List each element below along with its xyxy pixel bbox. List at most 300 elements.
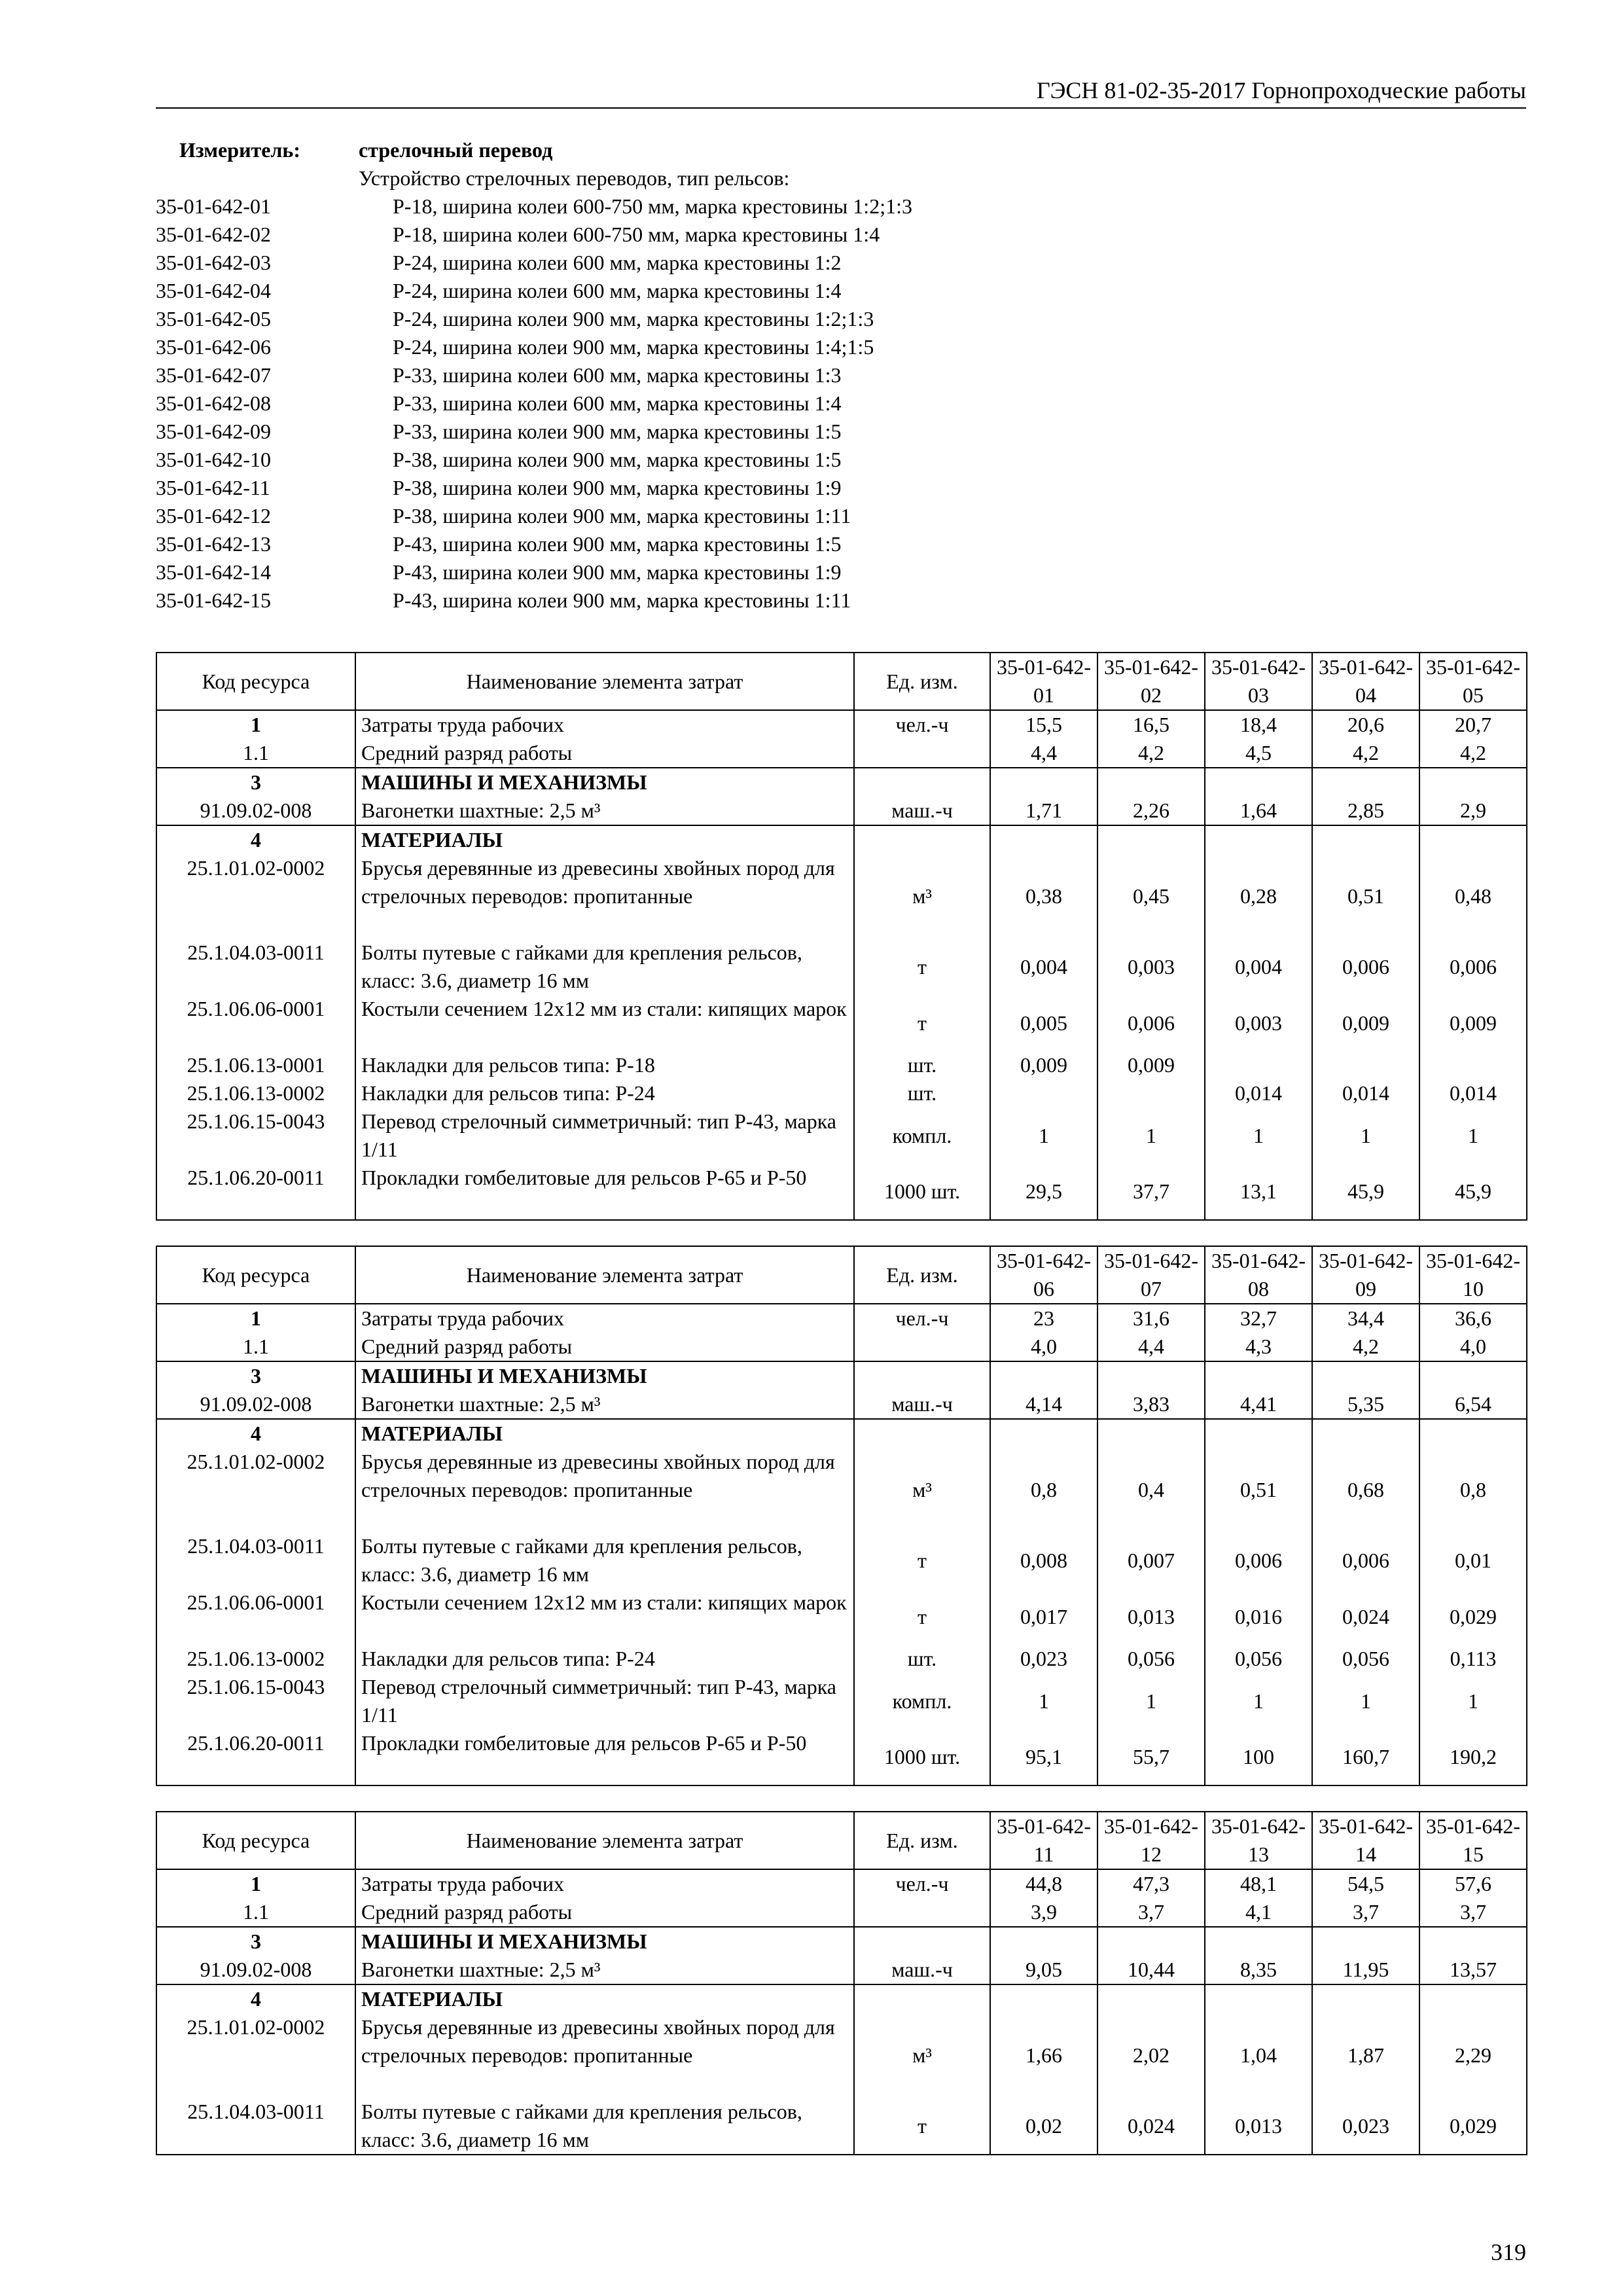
norm-value: 2,9 [1419,797,1527,825]
norm-value: 4,5 [1205,739,1312,768]
unit-of-measure: т [854,1532,990,1588]
norm-value: 1,87 [1312,2013,1419,2098]
table-row [156,2013,1527,2098]
measure-item-text: Р-43, ширина колеи 900 мм, марка крестовины 1:9 [393,560,842,584]
measure-item-text: Р-24, ширина колеи 900 мм, марка крестовины 1:4;1:5 [393,335,874,359]
table-row [156,1051,1527,1079]
unit-of-measure [854,1361,990,1390]
norm-value [1419,825,1527,854]
norm-value [1097,1984,1205,2013]
measure-item-text: Р-38, ширина колеи 900 мм, марка крестовины 1:11 [393,504,851,528]
norm-value [1419,1927,1527,1956]
table-header-row [156,653,1527,710]
norm-value [1097,1079,1205,1107]
unit-of-measure: чел.-ч [854,1304,990,1333]
cost-element-name: Накладки для рельсов типа: Р-24 [355,1079,854,1107]
header-cost-element: Наименование элемента затрат [355,653,854,710]
table-row [156,825,1527,854]
norm-value: 9,05 [990,1956,1097,1984]
cost-table [156,652,1527,1221]
header-cost-element: Наименование элемента затрат [355,1246,854,1304]
norm-value: 2,29 [1419,2013,1527,2098]
norm-value [990,1927,1097,1956]
norm-value: 0,006 [1097,995,1205,1051]
measure-item-code: 35-01-642-09 [156,420,271,443]
norm-value: 20,6 [1312,710,1419,739]
norm-value: 0,017 [990,1588,1097,1645]
norm-value: 1,66 [990,2013,1097,2098]
table-row [156,1927,1527,1956]
cost-element-name: Затраты труда рабочих [355,1869,854,1898]
resource-code: 25.1.06.20-0011 [156,1164,355,1220]
norm-value [990,1361,1097,1390]
cost-element-name: Вагонетки шахтные: 2,5 м³ [355,1956,854,1984]
norm-value: 1,71 [990,797,1097,825]
table-row [156,1361,1527,1390]
cost-element-name: Болты путевые с гайками для крепления рельсов, класс: 3.6, диаметр 16 мм [355,1532,854,1588]
norm-value: 0,28 [1205,854,1312,939]
cost-element-name: Перевод стрелочный симметричный: тип Р-43, марка 1/11 [355,1673,854,1729]
table-row [156,797,1527,825]
measure-item-code: 35-01-642-15 [156,588,271,612]
norm-value [1419,1361,1527,1390]
measure-item-code: 35-01-642-03 [156,251,271,274]
cost-element-name: Вагонетки шахтные: 2,5 м³ [355,797,854,825]
unit-of-measure [854,1419,990,1448]
norm-value [1205,1051,1312,1079]
norm-value: 190,2 [1419,1729,1527,1785]
measure-item-text: Р-24, ширина колеи 900 мм, марка крестовины 1:2;1:3 [393,307,874,331]
norm-value: 54,5 [1312,1869,1419,1898]
norm-value: 0,008 [990,1532,1097,1588]
norm-value: 45,9 [1312,1164,1419,1220]
norm-value: 0,01 [1419,1532,1527,1588]
norm-value: 0,029 [1419,1588,1527,1645]
norm-value: 34,4 [1312,1304,1419,1333]
norm-value: 0,056 [1312,1645,1419,1673]
norm-value: 1 [1097,1107,1205,1164]
measure-item [156,277,1203,305]
cost-element-name: МАТЕРИАЛЫ [355,1984,854,2013]
measure-items [156,192,1203,615]
header-resource-code: Код ресурса [156,1246,355,1304]
norm-value [990,1079,1097,1107]
resource-code: 4 [156,1419,355,1448]
table-row [156,939,1527,995]
norm-value: 0,004 [990,939,1097,995]
resource-code: 3 [156,1361,355,1390]
cost-element-name: Брусья деревянные из древесины хвойных пород для стрелочных переводов: пропитанные [355,2013,854,2098]
norm-value: 55,7 [1097,1729,1205,1785]
header-norm-code: 35-01-642-15 [1419,1812,1527,1869]
norm-value: 0,014 [1419,1079,1527,1107]
norm-value: 47,3 [1097,1869,1205,1898]
measure-label: Измеритель: [179,138,300,162]
cost-element-name: Брусья деревянные из древесины хвойных пород для стрелочных переводов: пропитанные [355,1448,854,1532]
table-row [156,1448,1527,1532]
norm-value: 1 [990,1107,1097,1164]
norm-value: 0,013 [1097,1588,1205,1645]
norm-value [990,768,1097,797]
norm-value: 8,35 [1205,1956,1312,1984]
norm-value: 0,007 [1097,1532,1205,1588]
norm-value: 1 [1419,1107,1527,1164]
cost-table [156,1811,1527,2155]
norm-value: 100 [1205,1729,1312,1785]
measure-item-text: Р-24, ширина колеи 600 мм, марка крестовины 1:4 [393,279,842,302]
resource-code: 25.1.06.15-0043 [156,1673,355,1729]
norm-value: 95,1 [990,1729,1097,1785]
unit-of-measure: 1000 шт. [854,1729,990,1785]
norm-value [1312,1984,1419,2013]
resource-code: 25.1.01.02-0002 [156,1448,355,1532]
unit-of-measure: шт. [854,1051,990,1079]
unit-of-measure: маш.-ч [854,1956,990,1984]
resource-code: 1.1 [156,1898,355,1927]
unit-of-measure: 1000 шт. [854,1164,990,1220]
norm-value: 160,7 [1312,1729,1419,1785]
unit-of-measure: шт. [854,1079,990,1107]
norm-value: 3,9 [990,1898,1097,1927]
table-row [156,1729,1527,1785]
table-row [156,2098,1527,2155]
norm-value [1419,1984,1527,2013]
norm-value: 0,004 [1205,939,1312,995]
norm-value: 4,1 [1205,1898,1312,1927]
unit-of-measure: чел.-ч [854,1869,990,1898]
unit-of-measure: т [854,939,990,995]
resource-code: 3 [156,768,355,797]
norm-value: 2,02 [1097,2013,1205,2098]
resource-code: 25.1.06.15-0043 [156,1107,355,1164]
table-row [156,768,1527,797]
table-row [156,1588,1527,1645]
norm-value: 36,6 [1419,1304,1527,1333]
norm-value: 29,5 [990,1164,1097,1220]
measure-item [156,361,1203,389]
resource-code: 1 [156,1304,355,1333]
unit-of-measure: маш.-ч [854,1390,990,1419]
resource-code: 91.09.02-008 [156,1390,355,1419]
measure-item [156,221,1203,249]
norm-value: 1 [1205,1107,1312,1164]
measure-item-code: 35-01-642-10 [156,448,271,471]
norm-value: 0,013 [1205,2098,1312,2155]
measure-item [156,446,1203,474]
norm-value: 6,54 [1419,1390,1527,1419]
norm-value: 3,7 [1419,1898,1527,1927]
cost-element-name: МАТЕРИАЛЫ [355,1419,854,1448]
norm-value: 31,6 [1097,1304,1205,1333]
resource-table-1 [156,652,1526,1221]
cost-element-name: Затраты труда рабочих [355,1304,854,1333]
resource-table-2 [156,1246,1526,1786]
measure-item [156,530,1203,558]
measure-item-code: 35-01-642-04 [156,279,271,302]
header-norm-code: 35-01-642-12 [1097,1812,1205,1869]
norm-value: 0,02 [990,2098,1097,2155]
norm-value: 0,48 [1419,854,1527,939]
norm-value: 0,4 [1097,1448,1205,1532]
unit-of-measure: м³ [854,854,990,939]
unit-of-measure: т [854,995,990,1051]
norm-value: 0,51 [1312,854,1419,939]
measure-item-text: Р-33, ширина колеи 600 мм, марка крестовины 1:3 [393,363,842,387]
norm-value: 1 [1205,1673,1312,1729]
unit-of-measure [854,1333,990,1361]
measure-item [156,418,1203,446]
header-norm-code: 35-01-642-11 [990,1812,1097,1869]
norm-value: 0,51 [1205,1448,1312,1532]
norm-value: 0,45 [1097,854,1205,939]
resource-code: 25.1.01.02-0002 [156,854,355,939]
measure-item [156,249,1203,277]
measure-item [156,305,1203,333]
unit-of-measure: маш.-ч [854,797,990,825]
norm-value [1419,768,1527,797]
cost-element-name: МАШИНЫ И МЕХАНИЗМЫ [355,1927,854,1956]
table-row [156,1164,1527,1220]
resource-code: 25.1.06.13-0002 [156,1079,355,1107]
measure-item-text: Р-18, ширина колеи 600-750 мм, марка крестовины 1:2;1:3 [393,194,912,218]
measure-item-text: Р-43, ширина колеи 900 мм, марка крестовины 1:5 [393,532,842,556]
document-title: ГЭСН 81-02-35-2017 Горнопроходческие работы [1036,77,1526,103]
unit-of-measure: т [854,2098,990,2155]
unit-of-measure: чел.-ч [854,710,990,739]
norm-value [1205,768,1312,797]
measure-item [156,333,1203,361]
norm-value: 0,003 [1205,995,1312,1051]
norm-value: 4,2 [1097,739,1205,768]
cost-element-name: Средний разряд работы [355,739,854,768]
norm-value: 57,6 [1419,1869,1527,1898]
header-norm-code: 35-01-642-08 [1205,1246,1312,1304]
header-unit: Ед. изм. [854,653,990,710]
norm-value [1097,1361,1205,1390]
norm-value: 5,35 [1312,1390,1419,1419]
norm-value: 0,113 [1419,1645,1527,1673]
norm-value: 18,4 [1205,710,1312,739]
cost-element-name: МАТЕРИАЛЫ [355,825,854,854]
table-row [156,1869,1527,1898]
norm-value: 0,009 [1097,1051,1205,1079]
header-norm-code: 35-01-642-06 [990,1246,1097,1304]
norm-value [990,1984,1097,2013]
norm-value: 0,006 [1419,939,1527,995]
norm-value: 0,005 [990,995,1097,1051]
norm-value [1205,1927,1312,1956]
measure-item [156,474,1203,502]
resource-code: 25.1.06.20-0011 [156,1729,355,1785]
measure-item-code: 35-01-642-07 [156,363,271,387]
norm-value: 15,5 [990,710,1097,739]
measure-item [156,586,1203,615]
table-row [156,1645,1527,1673]
measure-item-code: 35-01-642-08 [156,391,271,415]
measure-item-code: 35-01-642-01 [156,194,271,218]
norm-value: 4,2 [1312,739,1419,768]
unit-of-measure: шт. [854,1645,990,1673]
header-norm-code: 35-01-642-04 [1312,653,1419,710]
header-norm-code: 35-01-642-07 [1097,1246,1205,1304]
norm-value [990,1419,1097,1448]
measure-value: стрелочный перевод [359,138,553,162]
cost-element-name: МАШИНЫ И МЕХАНИЗМЫ [355,1361,854,1390]
measure-item-code: 35-01-642-11 [156,476,270,499]
cost-table [156,1246,1527,1786]
header-cost-element: Наименование элемента затрат [355,1812,854,1869]
table-row [156,739,1527,768]
resource-code: 25.1.06.06-0001 [156,1588,355,1645]
norm-value: 0,023 [1312,2098,1419,2155]
norm-value [1312,825,1419,854]
header-resource-code: Код ресурса [156,1812,355,1869]
measure-item-text: Р-43, ширина колеи 900 мм, марка крестовины 1:11 [393,588,851,612]
table-row [156,1079,1527,1107]
norm-value [1312,1361,1419,1390]
header-norm-code: 35-01-642-02 [1097,653,1205,710]
resource-code: 25.1.01.02-0002 [156,2013,355,2098]
norm-value [1097,1419,1205,1448]
resource-code: 4 [156,825,355,854]
table-header-row [156,1812,1527,1869]
table-row [156,1984,1527,2013]
header-unit: Ед. изм. [854,1812,990,1869]
table-row [156,1107,1527,1164]
norm-value: 10,44 [1097,1956,1205,1984]
norm-value: 1 [1097,1673,1205,1729]
page-header [156,73,1526,109]
norm-value: 0,68 [1312,1448,1419,1532]
norm-value: 0,003 [1097,939,1205,995]
norm-value: 3,83 [1097,1390,1205,1419]
norm-value: 37,7 [1097,1164,1205,1220]
norm-value [1312,1419,1419,1448]
measure-item [156,502,1203,530]
norm-value: 0,014 [1312,1079,1419,1107]
unit-of-measure [854,1984,990,2013]
unit-of-measure: т [854,1588,990,1645]
norm-value: 0,009 [1419,995,1527,1051]
table-row [156,1333,1527,1361]
measure-item-code: 35-01-642-12 [156,504,271,528]
norm-value [1205,1361,1312,1390]
table-row [156,1419,1527,1448]
cost-element-name: Перевод стрелочный симметричный: тип Р-43, марка 1/11 [355,1107,854,1164]
measure-item [156,558,1203,586]
norm-value [1205,1419,1312,1448]
unit-of-measure [854,1927,990,1956]
header-norm-code: 35-01-642-01 [990,653,1097,710]
unit-of-measure: м³ [854,1448,990,1532]
norm-value: 3,7 [1312,1898,1419,1927]
norm-value: 4,2 [1312,1333,1419,1361]
resource-code: 1.1 [156,1333,355,1361]
norm-value: 4,4 [1097,1333,1205,1361]
measure-item-text: Р-24, ширина колеи 600 мм, марка крестовины 1:2 [393,251,842,274]
norm-value: 0,38 [990,854,1097,939]
norm-value: 0,006 [1312,939,1419,995]
norm-value: 16,5 [1097,710,1205,739]
norm-value: 4,41 [1205,1390,1312,1419]
unit-of-measure [854,768,990,797]
norm-value: 0,8 [990,1448,1097,1532]
measure-item-code: 35-01-642-05 [156,307,271,331]
norm-value: 0,024 [1312,1588,1419,1645]
norm-value: 44,8 [990,1869,1097,1898]
norm-value [1312,1051,1419,1079]
unit-of-measure [854,1898,990,1927]
norm-value: 1 [990,1673,1097,1729]
measure-subheading: Устройство стрелочных переводов, тип рельсов: [359,166,790,190]
page-number: 319 [1491,2239,1526,2265]
header-norm-code: 35-01-642-09 [1312,1246,1419,1304]
measure-item-text: Р-38, ширина колеи 900 мм, марка крестовины 1:5 [393,448,842,471]
norm-value: 0,014 [1205,1079,1312,1107]
measure-block [156,136,1203,615]
measure-subheading-row [156,164,1203,192]
norm-value: 0,029 [1419,2098,1527,2155]
measure-item-text: Р-18, ширина колеи 600-750 мм, марка крестовины 1:4 [393,223,880,246]
norm-value: 0,009 [990,1051,1097,1079]
resource-code: 4 [156,1984,355,2013]
norm-value: 32,7 [1205,1304,1312,1333]
cost-element-name: МАШИНЫ И МЕХАНИЗМЫ [355,768,854,797]
norm-value: 4,14 [990,1390,1097,1419]
header-norm-code: 35-01-642-14 [1312,1812,1419,1869]
measure-row [156,136,1203,164]
resource-code: 1 [156,710,355,739]
table-row [156,1956,1527,1984]
table-row [156,854,1527,939]
norm-value: 1 [1312,1673,1419,1729]
norm-value [1097,768,1205,797]
cost-element-name: Болты путевые с гайками для крепления рельсов, класс: 3.6, диаметр 16 мм [355,939,854,995]
cost-element-name: Брусья деревянные из древесины хвойных пород для стрелочных переводов: пропитанные [355,854,854,939]
resource-code: 91.09.02-008 [156,1956,355,1984]
table-header-row [156,1246,1527,1304]
resource-code: 25.1.04.03-0011 [156,939,355,995]
unit-of-measure [854,739,990,768]
norm-value [1419,1051,1527,1079]
resource-code: 25.1.06.13-0001 [156,1051,355,1079]
table-row [156,1673,1527,1729]
norm-value: 0,009 [1312,995,1419,1051]
norm-value: 0,023 [990,1645,1097,1673]
norm-value: 2,85 [1312,797,1419,825]
norm-value: 1,64 [1205,797,1312,825]
norm-value: 48,1 [1205,1869,1312,1898]
table-row [156,710,1527,739]
norm-value: 45,9 [1419,1164,1527,1220]
norm-value: 4,3 [1205,1333,1312,1361]
table-row [156,1898,1527,1927]
cost-element-name: Накладки для рельсов типа: Р-18 [355,1051,854,1079]
resource-code: 1 [156,1869,355,1898]
header-norm-code: 35-01-642-10 [1419,1246,1527,1304]
resource-code: 3 [156,1927,355,1956]
norm-value: 4,0 [990,1333,1097,1361]
norm-value: 13,1 [1205,1164,1312,1220]
norm-value: 0,024 [1097,2098,1205,2155]
norm-value: 0,016 [1205,1588,1312,1645]
cost-element-name: Костыли сечением 12x12 мм из стали: кипящих марок [355,995,854,1051]
measure-item-text: Р-33, ширина колеи 900 мм, марка крестовины 1:5 [393,420,842,443]
cost-element-name: Прокладки гомбелитовые для рельсов Р-65 и Р-50 [355,1729,854,1785]
measure-item-code: 35-01-642-06 [156,335,271,359]
resource-code: 1.1 [156,739,355,768]
norm-value: 4,4 [990,739,1097,768]
